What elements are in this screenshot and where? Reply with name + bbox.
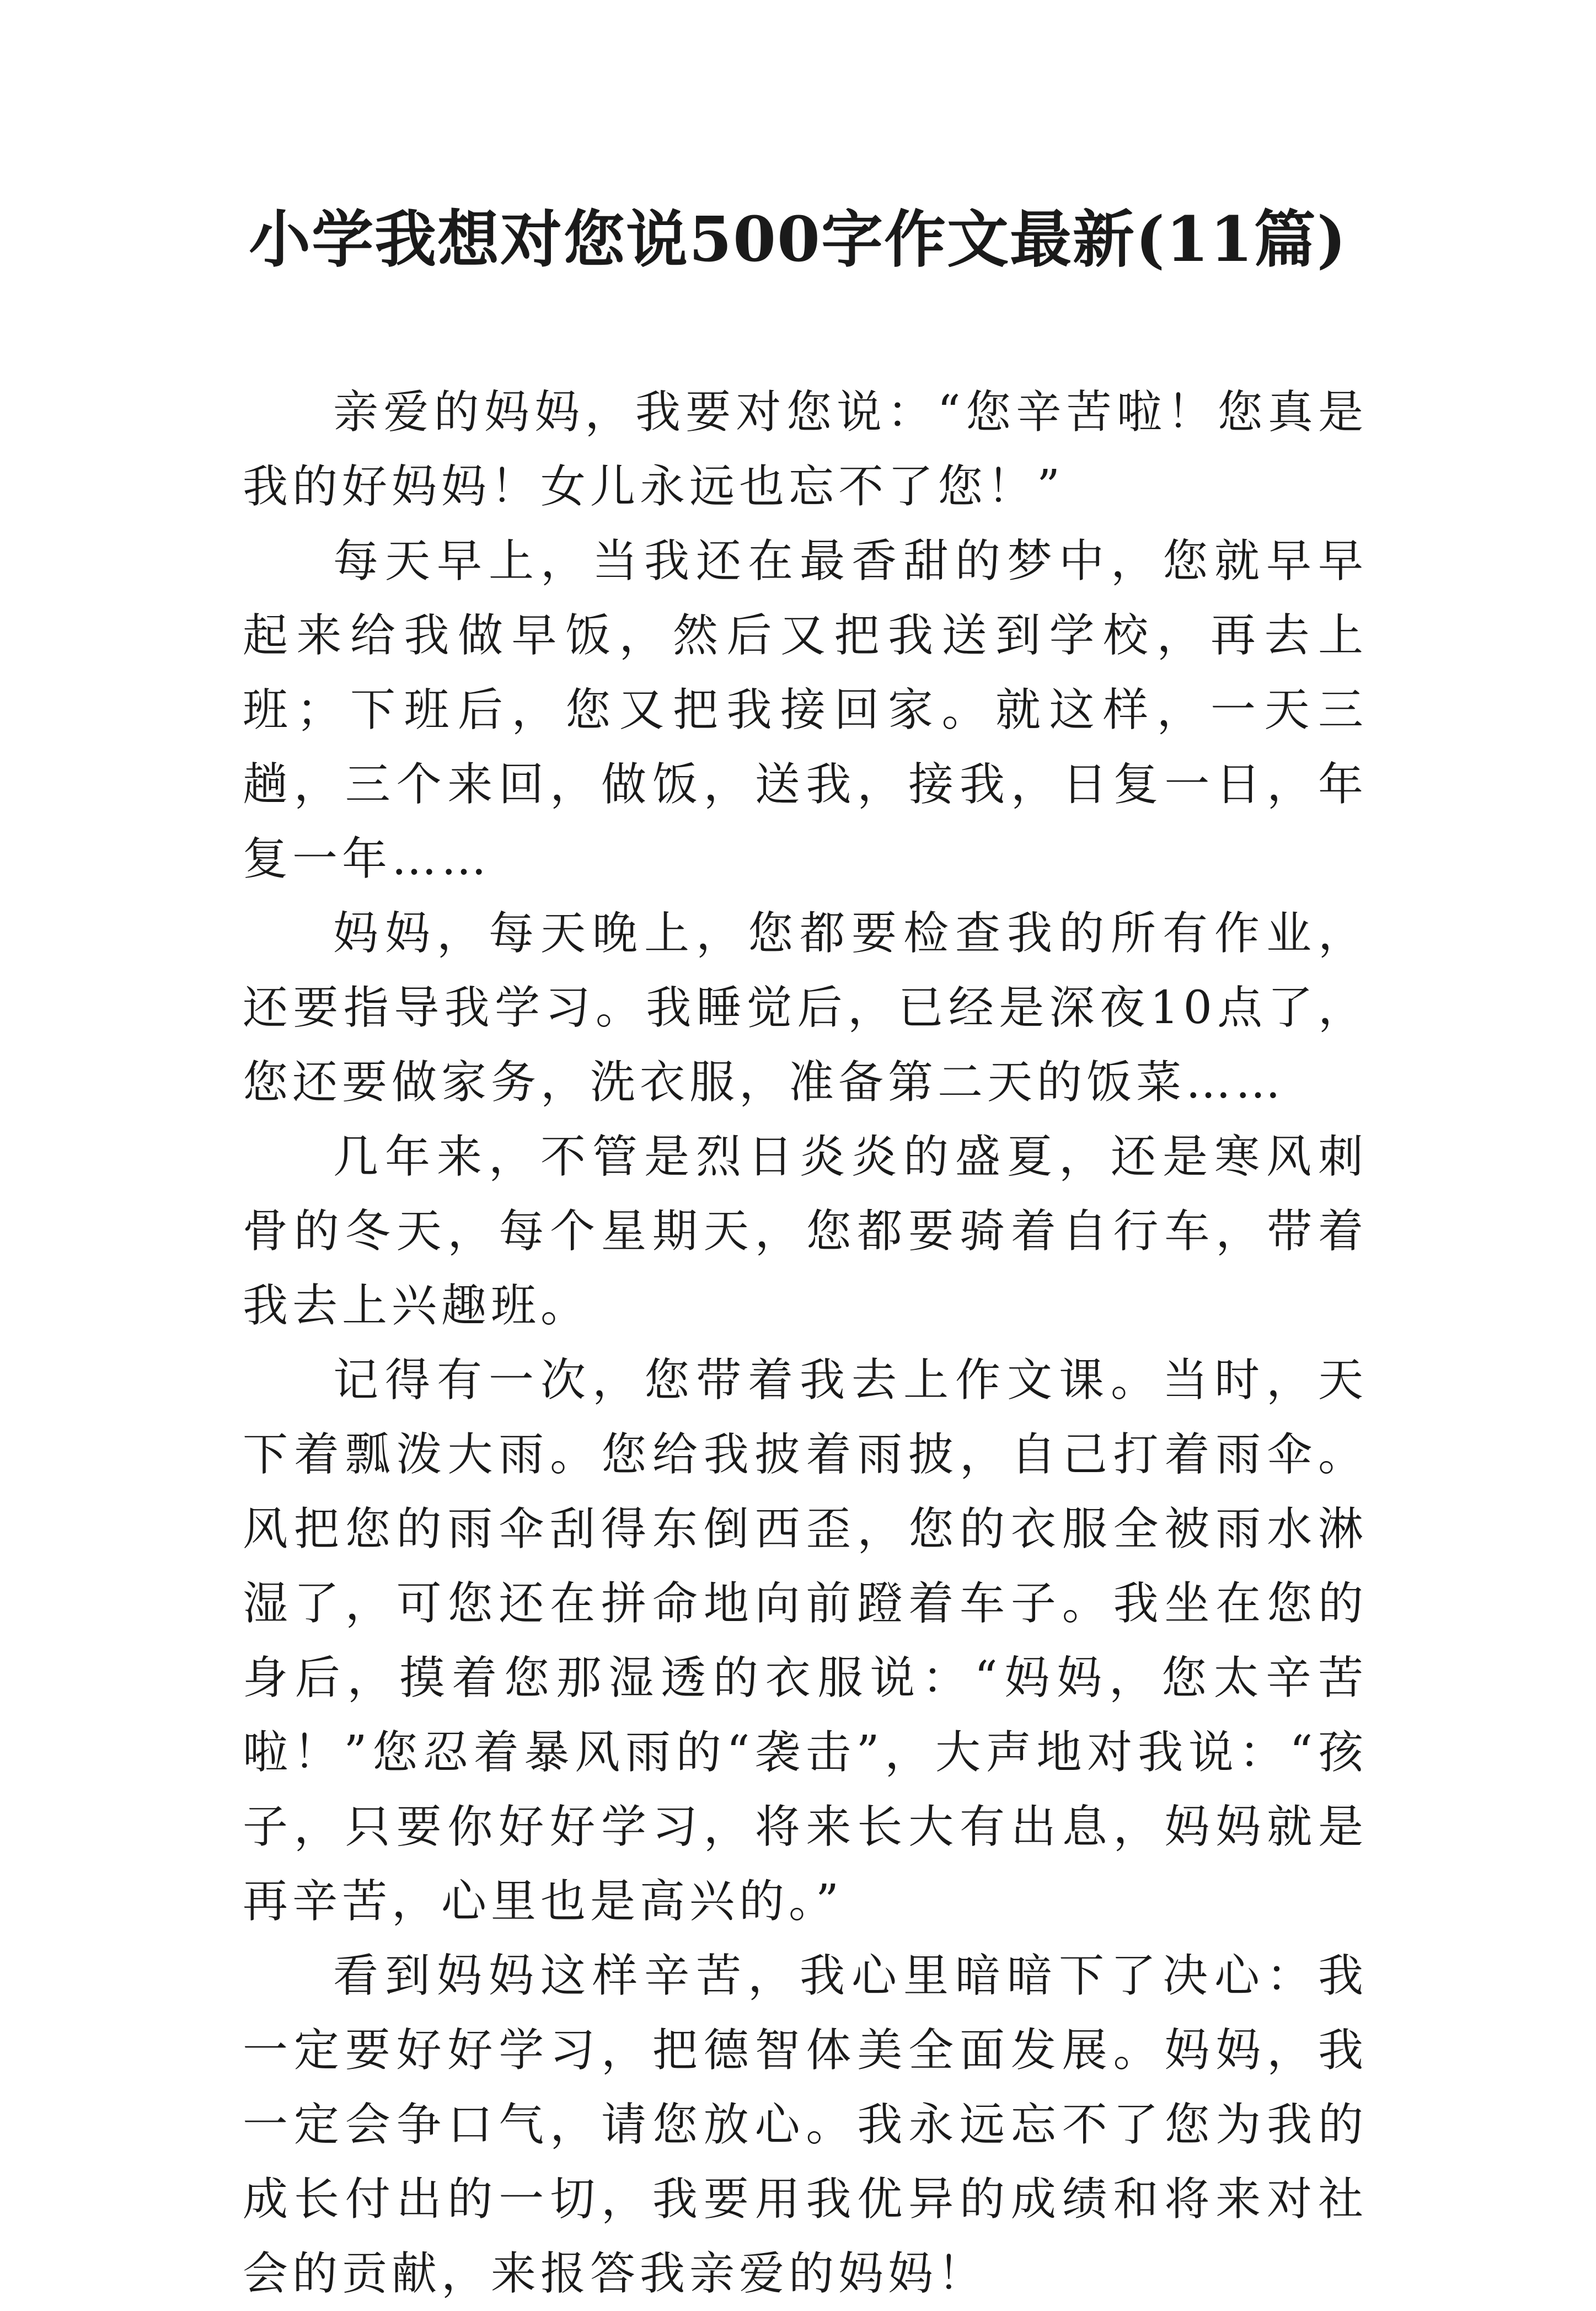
paragraph-5: 记得有一次，您带着我去上作文课。当时，天下着瓢泼大雨。您给我披着雨披，自己打着雨伞。风把您的雨伞刮得东倒西歪，您的衣服全被雨水淋湿了，可您还在拼命地向前蹬着车子。我坐在您的身后，摸着您那湿透的衣服说：“妈妈，您太辛苦啦！”您忍着暴风雨的“袭击”，大声地对我说：“孩子，只要你好好学习，将来长大有出息，妈妈就是再辛苦，心里也是高兴的。” <box>243 1354 1368 1928</box>
paragraph-6: 看到妈妈这样辛苦，我心里暗暗下了决心：我一定要好好学习，把德智体美全面发展。妈妈，我一定会争口气，请您放心。我永远忘不了您为我的成长付出的一切，我要用我优异的成绩和将来对社会的贡献，来报答我亲爱的妈妈！ <box>243 1950 1368 2300</box>
paragraph-2: 每天早上，当我还在最香甜的梦中，您就早早起来给我做早饭，然后又把我送到学校，再去上班；下班后，您又把我接回家。就这样，一天三趟，三个来回，做饭，送我，接我，日复一日，年复一年…… <box>243 535 1368 885</box>
article-body <box>243 375 1368 2311</box>
paragraph-4: 几年来，不管是烈日炎炎的盛夏，还是寒风刺骨的冬天，每个星期天，您都要骑着自行车，带着我去上兴趣班。 <box>243 1131 1368 1332</box>
page-title: 小学我想对您说500字作文最新(11篇) <box>249 204 1347 276</box>
paragraph-3: 妈妈，每天晚上，您都要检查我的所有作业，还要指导我学习。我睡觉后，已经是深夜10点了，您还要做家务，洗衣服，准备第二天的饭菜…… <box>243 907 1368 1109</box>
paragraph-1: 亲爱的妈妈，我要对您说：“您辛苦啦！您真是我的好妈妈！女儿永远也忘不了您！” <box>243 386 1368 513</box>
